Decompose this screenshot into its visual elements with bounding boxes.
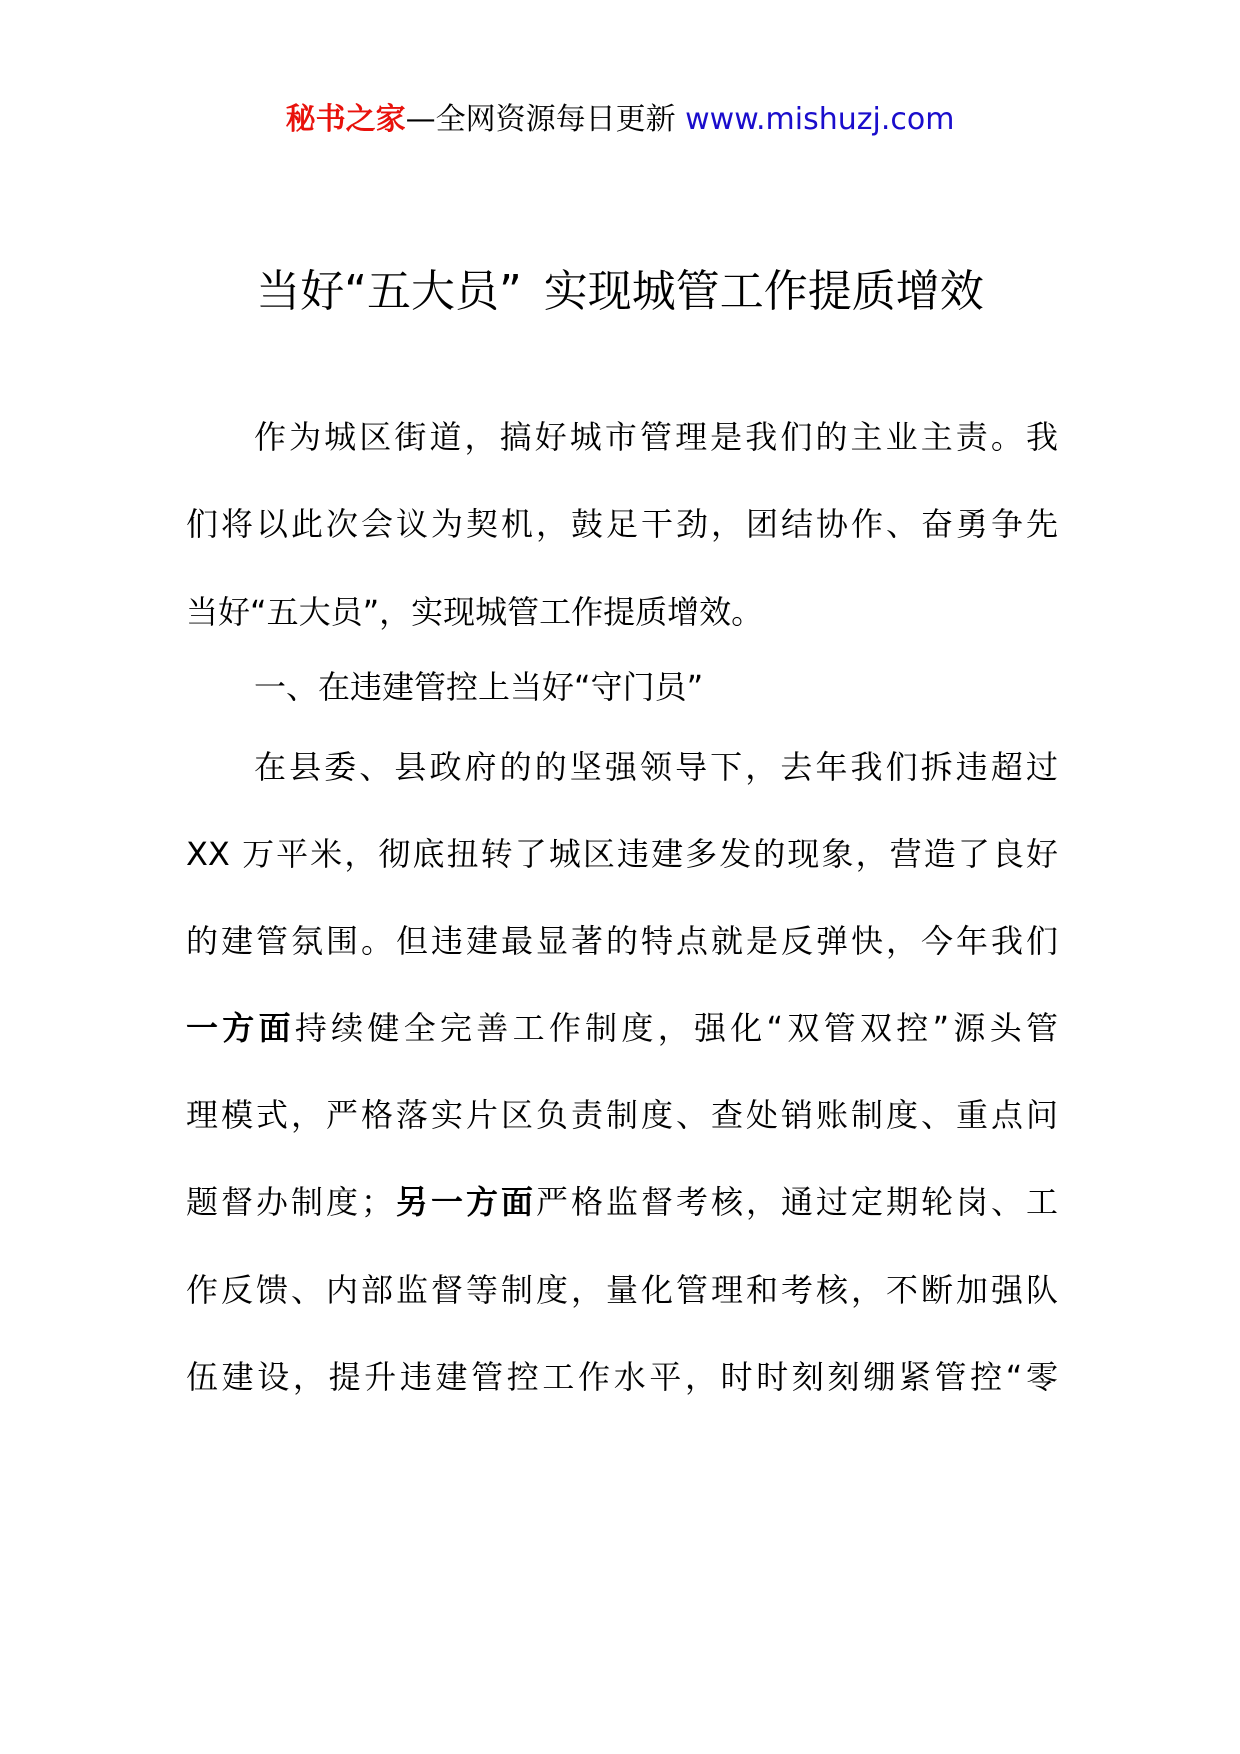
intro-line-2: 们将以此次会议为契机，鼓足干劲，团结协作、奋勇争先 — [186, 505, 1058, 543]
intro-line-1: 作为城区街道，搞好城市管理是我们的主业主责。我 — [254, 418, 1058, 456]
title-part-2: 实现城管工作提质增效 — [543, 266, 984, 317]
p1-line-5: 理模式，严格落实片区负责制度、查处销账制度、重点问 — [186, 1096, 1058, 1134]
intro-line-3: 当好“五大员”，实现城管工作提质增效。 — [186, 593, 764, 631]
p1-line-1: 在县委、县政府的的坚强领导下，去年我们拆违超过 — [254, 748, 1058, 786]
section-heading-1: 一、在违建管控上当好“守门员” — [254, 668, 704, 706]
site-url-link[interactable]: www.mishuzj.com — [685, 102, 955, 137]
p1-line-4-text: 持续健全完善工作制度，强化“双管双控”源头管 — [294, 1009, 1058, 1047]
p1-line-8: 伍建设，提升违建管控工作水平，时时刻刻绷紧管控“零 — [186, 1358, 1058, 1396]
p1-line-6-text: 严格监督考核，通过定期轮岗、工 — [536, 1183, 1058, 1221]
p1-line-3: 的建管氛围。但违建最显著的特点就是反弹快，今年我们 — [186, 922, 1058, 960]
p1-line-6-pre: 题督办制度； — [186, 1183, 393, 1221]
p1-line-6 — [186, 1179, 1058, 1225]
p1-line-4 — [186, 1005, 1058, 1051]
emphasis-yifangmian: 一方面 — [186, 1009, 295, 1047]
header-tagline: —全网资源每日更新 — [405, 102, 686, 137]
p1-line-2: XX 万平米，彻底扭转了城区违建多发的现象，营造了良好 — [186, 835, 1058, 873]
document-body — [186, 0, 1058, 1754]
emphasis-lingyifangmian: 另一方面 — [393, 1183, 536, 1221]
title-part-1: 当好“五大员” — [256, 266, 522, 317]
brand-name: 秘书之家 — [285, 102, 406, 137]
p1-line-7: 作反馈、内部监督等制度，量化管理和考核，不断加强队 — [186, 1271, 1058, 1309]
